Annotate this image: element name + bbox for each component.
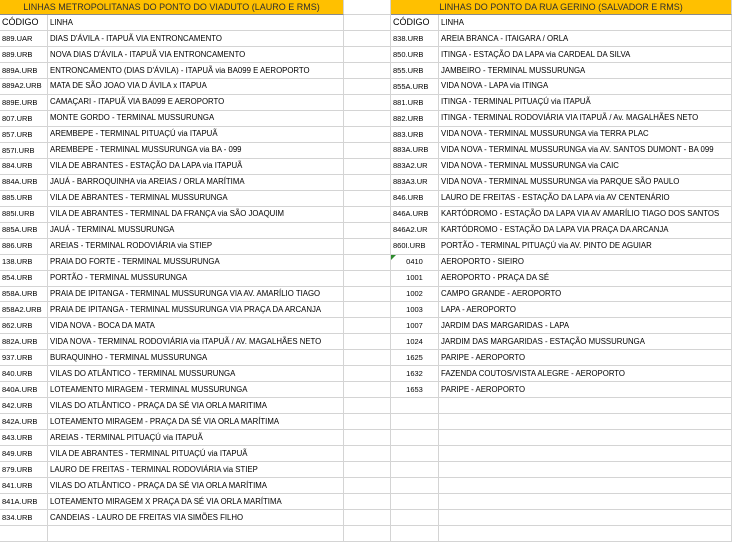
right-line-cell[interactable] bbox=[439, 462, 732, 478]
left-code-cell[interactable]: 884.URB bbox=[0, 159, 48, 175]
right-code-cell[interactable]: 1024 bbox=[391, 334, 439, 350]
left-code-cell[interactable]: 889E.URB bbox=[0, 95, 48, 111]
left-line-cell[interactable]: VIDA NOVA - BOCA DA MATA bbox=[48, 318, 344, 334]
gap-cell[interactable] bbox=[344, 398, 391, 414]
right-code-cell[interactable]: 882.URB bbox=[391, 111, 439, 127]
left-line-cell[interactable]: LAURO DE FREITAS - TERMINAL RODOVIÁRIA via STIEP bbox=[48, 462, 344, 478]
left-line-cell[interactable]: AREIAS - TERMINAL PITUAÇÚ via ITAPUÃ bbox=[48, 430, 344, 446]
right-code-cell[interactable]: 1002 bbox=[391, 287, 439, 303]
left-line-cell[interactable]: LOTEAMENTO MIRAGEM X PRAÇA DA SÉ VIA ORLA MARÍTIMA bbox=[48, 494, 344, 510]
gap-cell[interactable] bbox=[344, 95, 391, 111]
right-line-cell[interactable] bbox=[439, 510, 732, 526]
left-line-cell[interactable]: PRAIA DE IPITANGA - TERMINAL MUSSURUNGA VIA AV. AMARÍLIO TIAGO bbox=[48, 287, 344, 303]
right-code-cell[interactable]: 846.URB bbox=[391, 191, 439, 207]
left-code-cell[interactable]: 885A.URB bbox=[0, 223, 48, 239]
gap-cell[interactable] bbox=[344, 350, 391, 366]
gap-cell[interactable] bbox=[344, 510, 391, 526]
left-code-cell[interactable]: 879.URB bbox=[0, 462, 48, 478]
gap-cell[interactable] bbox=[344, 127, 391, 143]
left-code-cell[interactable]: 886.URB bbox=[0, 239, 48, 255]
left-line-cell[interactable]: JAUÁ - TERMINAL MUSSURUNGA bbox=[48, 223, 344, 239]
right-line-cell[interactable]: JARDIM DAS MARGARIDAS - ESTAÇÃO MUSSURUNGA bbox=[439, 334, 732, 350]
left-code-cell[interactable]: 862.URB bbox=[0, 318, 48, 334]
left-code-cell[interactable]: 843.URB bbox=[0, 430, 48, 446]
left-line-cell[interactable]: PRAIA DO FORTE - TERMINAL MUSSURUNGA bbox=[48, 255, 344, 271]
gap-cell[interactable] bbox=[344, 191, 391, 207]
right-code-cell[interactable]: 883A2.UR bbox=[391, 159, 439, 175]
left-line-cell[interactable]: VILAS DO ATLÂNTICO - PRAÇA DA SÉ VIA ORLA MARITIMA bbox=[48, 398, 344, 414]
left-code-cell[interactable]: 882A.URB bbox=[0, 334, 48, 350]
gap-cell[interactable] bbox=[344, 223, 391, 239]
right-line-cell[interactable]: ITINGA - ESTAÇÃO DA LAPA via CARDEAL DA SILVA bbox=[439, 47, 732, 63]
right-line-cell[interactable]: VIDA NOVA - LAPA via ITINGA bbox=[439, 79, 732, 95]
gap-cell[interactable] bbox=[344, 302, 391, 318]
left-code-cell[interactable]: 885.URB bbox=[0, 191, 48, 207]
left-code-cell[interactable]: 858A.URB bbox=[0, 287, 48, 303]
left-code-cell[interactable]: 840.URB bbox=[0, 366, 48, 382]
left-code-cell[interactable]: 138.URB bbox=[0, 255, 48, 271]
gap-cell[interactable] bbox=[344, 382, 391, 398]
right-code-cell[interactable]: 1003 bbox=[391, 302, 439, 318]
left-code-cell[interactable]: 807.URB bbox=[0, 111, 48, 127]
left-line-cell[interactable]: PORTÃO - TERMINAL MUSSURUNGA bbox=[48, 271, 344, 287]
left-code-cell[interactable]: 841A.URB bbox=[0, 494, 48, 510]
right-line-cell[interactable]: CAMPO GRANDE - AEROPORTO bbox=[439, 287, 732, 303]
right-line-cell[interactable] bbox=[439, 494, 732, 510]
right-table-title[interactable]: LINHAS DO PONTO DA RUA GERINO (SALVADOR E RMS) bbox=[391, 0, 732, 15]
right-line-cell[interactable]: PARIPE - AEROPORTO bbox=[439, 382, 732, 398]
gap-cell[interactable] bbox=[344, 15, 391, 31]
gap-cell[interactable] bbox=[344, 175, 391, 191]
left-line-cell[interactable]: JAUÁ - BARROQUINHA via AREIAS / ORLA MARÍTIMA bbox=[48, 175, 344, 191]
left-line-cell[interactable]: AREMBEPE - TERMINAL PITUAÇÚ via ITAPUÃ bbox=[48, 127, 344, 143]
right-line-cell[interactable]: KARTÓDROMO - ESTAÇÃO DA LAPA VIA AV AMARÍLIO TIAGO DOS SANTOS bbox=[439, 207, 732, 223]
left-line-cell[interactable]: LOTEAMENTO MIRAGEM - TERMINAL MUSSURUNGA bbox=[48, 382, 344, 398]
right-code-cell[interactable] bbox=[391, 398, 439, 414]
left-line-header[interactable]: LINHA bbox=[48, 15, 344, 31]
right-code-cell[interactable] bbox=[391, 494, 439, 510]
right-code-cell[interactable]: 850.URB bbox=[391, 47, 439, 63]
gap-cell[interactable] bbox=[344, 446, 391, 462]
left-code-cell[interactable]: 889.UAR bbox=[0, 31, 48, 47]
right-line-cell[interactable]: ITINGA - TERMINAL PITUAÇÚ via ITAPUÃ bbox=[439, 95, 732, 111]
left-line-cell[interactable]: VIDA NOVA - TERMINAL RODOVIÁRIA via ITAPUÃ / AV. MAGALHÃES NETO bbox=[48, 334, 344, 350]
left-line-cell[interactable]: VILA DE ABRANTES - TERMINAL DA FRANÇA via SÃO JOAQUIM bbox=[48, 207, 344, 223]
left-line-cell[interactable]: VILA DE ABRANTES - TERMINAL PITUAÇÚ via ITAPUÃ bbox=[48, 446, 344, 462]
left-code-cell[interactable]: 885I.URB bbox=[0, 207, 48, 223]
gap-cell[interactable] bbox=[344, 31, 391, 47]
right-code-cell[interactable]: 0410 bbox=[391, 255, 439, 271]
right-line-cell[interactable]: JAMBEIRO - TERMINAL MUSSURUNGA bbox=[439, 63, 732, 79]
left-code-cell[interactable]: 937.URB bbox=[0, 350, 48, 366]
gap-cell[interactable] bbox=[344, 478, 391, 494]
right-line-cell[interactable]: PORTÃO - TERMINAL PITUAÇÚ via AV. PINTO DE AGUIAR bbox=[439, 239, 732, 255]
right-code-cell[interactable]: 1632 bbox=[391, 366, 439, 382]
left-line-cell[interactable]: NOVA DIAS D'ÁVILA - ITAPUÃ VIA ENTRONCAMENTO bbox=[48, 47, 344, 63]
gap-cell[interactable] bbox=[344, 271, 391, 287]
right-line-cell[interactable]: JARDIM DAS MARGARIDAS - LAPA bbox=[439, 318, 732, 334]
left-code-cell[interactable]: 857.URB bbox=[0, 127, 48, 143]
right-line-cell[interactable] bbox=[439, 446, 732, 462]
right-code-cell[interactable]: 855A.URB bbox=[391, 79, 439, 95]
right-code-cell[interactable] bbox=[391, 430, 439, 446]
left-code-cell[interactable]: 889A.URB bbox=[0, 63, 48, 79]
right-line-cell[interactable]: KARTÓDROMO - ESTAÇÃO DA LAPA VIA PRAÇA DA ARCANJA bbox=[439, 223, 732, 239]
right-line-cell[interactable] bbox=[439, 478, 732, 494]
gap-cell[interactable] bbox=[344, 366, 391, 382]
right-line-cell[interactable]: LAPA - AEROPORTO bbox=[439, 302, 732, 318]
left-line-cell[interactable]: VILA DE ABRANTES - ESTAÇÃO DA LAPA via ITAPUÃ bbox=[48, 159, 344, 175]
left-code-header[interactable]: CÓDIGO bbox=[0, 15, 48, 31]
right-code-cell[interactable]: 860I.URB bbox=[391, 239, 439, 255]
left-code-cell[interactable]: 841.URB bbox=[0, 478, 48, 494]
right-line-cell[interactable]: VIDA NOVA - TERMINAL MUSSURUNGA via PARQUE SÃO PAULO bbox=[439, 175, 732, 191]
left-code-cell[interactable]: 854.URB bbox=[0, 271, 48, 287]
gap-cell[interactable] bbox=[344, 79, 391, 95]
right-code-cell[interactable] bbox=[391, 526, 439, 542]
left-code-cell[interactable]: 849.URB bbox=[0, 446, 48, 462]
gap-cell[interactable] bbox=[344, 143, 391, 159]
right-line-cell[interactable]: VIDA NOVA - TERMINAL MUSSURUNGA via TERRA PLAC bbox=[439, 127, 732, 143]
right-line-cell[interactable]: FAZENDA COUTOS/VISTA ALEGRE - AEROPORTO bbox=[439, 366, 732, 382]
gap-cell[interactable] bbox=[344, 255, 391, 271]
left-line-cell[interactable] bbox=[48, 526, 344, 542]
right-line-cell[interactable]: AEROPORTO - SIEIRO bbox=[439, 255, 732, 271]
right-line-cell[interactable]: VIDA NOVA - TERMINAL MUSSURUNGA via CAIC bbox=[439, 159, 732, 175]
right-code-cell[interactable]: 855.URB bbox=[391, 63, 439, 79]
left-code-cell[interactable]: 884A.URB bbox=[0, 175, 48, 191]
left-line-cell[interactable]: AREMBEPE - TERMINAL MUSSURUNGA via BA - 099 bbox=[48, 143, 344, 159]
right-code-cell[interactable] bbox=[391, 462, 439, 478]
left-code-cell[interactable] bbox=[0, 526, 48, 542]
gap-cell[interactable] bbox=[344, 414, 391, 430]
left-code-cell[interactable]: 842A.URB bbox=[0, 414, 48, 430]
right-code-cell[interactable]: 883A3.UR bbox=[391, 175, 439, 191]
left-line-cell[interactable]: LOTEAMENTO MIRAGEM - PRAÇA DA SÉ VIA ORLA MARÍTIMA bbox=[48, 414, 344, 430]
right-line-cell[interactable]: AEROPORTO - PRAÇA DA SÉ bbox=[439, 271, 732, 287]
left-line-cell[interactable]: VILAS DO ATLÂNTICO - TERMINAL MUSSURUNGA bbox=[48, 366, 344, 382]
left-code-cell[interactable]: 889.URB bbox=[0, 47, 48, 63]
gap-cell[interactable] bbox=[344, 111, 391, 127]
left-line-cell[interactable]: ENTRONCAMENTO (DIAS D'ÁVILA) - ITAPUÃ via BA099 E AEROPORTO bbox=[48, 63, 344, 79]
right-code-cell[interactable]: 1625 bbox=[391, 350, 439, 366]
gap-cell[interactable] bbox=[344, 159, 391, 175]
right-line-cell[interactable] bbox=[439, 398, 732, 414]
right-code-cell[interactable]: 1653 bbox=[391, 382, 439, 398]
left-line-cell[interactable]: MONTE GORDO - TERMINAL MUSSURUNGA bbox=[48, 111, 344, 127]
right-line-cell[interactable]: ITINGA - TERMINAL RODOVIÁRIA VIA ITAPUÃ / Av. MAGALHÃES NETO bbox=[439, 111, 732, 127]
right-code-cell[interactable]: 883.URB bbox=[391, 127, 439, 143]
gap-cell[interactable] bbox=[344, 462, 391, 478]
right-code-cell[interactable]: 1007 bbox=[391, 318, 439, 334]
right-code-cell[interactable]: 838.URB bbox=[391, 31, 439, 47]
right-line-cell[interactable]: VIDA NOVA - TERMINAL MUSSURUNGA via AV. SANTOS DUMONT - BA 099 bbox=[439, 143, 732, 159]
gap-cell[interactable] bbox=[344, 47, 391, 63]
gap-cell[interactable] bbox=[344, 526, 391, 542]
left-code-cell[interactable]: 889A2.URB bbox=[0, 79, 48, 95]
right-code-cell[interactable] bbox=[391, 446, 439, 462]
right-code-cell[interactable] bbox=[391, 478, 439, 494]
right-line-cell[interactable] bbox=[439, 414, 732, 430]
gap-cell[interactable] bbox=[344, 0, 391, 15]
left-line-cell[interactable]: VILA DE ABRANTES - TERMINAL MUSSURUNGA bbox=[48, 191, 344, 207]
left-code-cell[interactable]: 857I.URB bbox=[0, 143, 48, 159]
gap-cell[interactable] bbox=[344, 63, 391, 79]
gap-cell[interactable] bbox=[344, 239, 391, 255]
right-code-cell[interactable]: 881.URB bbox=[391, 95, 439, 111]
left-code-cell[interactable]: 834.URB bbox=[0, 510, 48, 526]
right-line-cell[interactable] bbox=[439, 526, 732, 542]
left-line-cell[interactable]: VILAS DO ATLÂNTICO - PRAÇA DA SÉ VIA ORLA MARÍTIMA bbox=[48, 478, 344, 494]
gap-cell[interactable] bbox=[344, 318, 391, 334]
left-code-cell[interactable]: 840A.URB bbox=[0, 382, 48, 398]
left-code-cell[interactable]: 858A2.URB bbox=[0, 302, 48, 318]
right-line-cell[interactable]: PARIPE - AEROPORTO bbox=[439, 350, 732, 366]
right-code-cell[interactable]: 1001 bbox=[391, 271, 439, 287]
right-code-cell[interactable] bbox=[391, 510, 439, 526]
left-line-cell[interactable]: CAMAÇARI - ITAPUÃ VIA BA099 E AEROPORTO bbox=[48, 95, 344, 111]
right-code-cell[interactable]: 846A.URB bbox=[391, 207, 439, 223]
right-line-cell[interactable] bbox=[439, 430, 732, 446]
gap-cell[interactable] bbox=[344, 494, 391, 510]
right-code-cell[interactable] bbox=[391, 414, 439, 430]
error-indicator-icon bbox=[391, 255, 396, 260]
left-line-cell[interactable]: DIAS D'ÁVILA - ITAPUÃ VIA ENTRONCAMENTO bbox=[48, 31, 344, 47]
left-line-cell[interactable]: MATA DE SÃO JOAO VIA D ÁVILA x ITAPUA bbox=[48, 79, 344, 95]
left-line-cell[interactable]: AREIAS - TERMINAL RODOVIÁRIA via STIEP bbox=[48, 239, 344, 255]
right-line-cell[interactable]: LAURO DE FREITAS - ESTAÇÃO DA LAPA via AV CENTENÁRIO bbox=[439, 191, 732, 207]
left-code-cell[interactable]: 842.URB bbox=[0, 398, 48, 414]
left-table-title[interactable]: LINHAS METROPOLITANAS DO PONTO DO VIADUTO (LAURO E RMS) bbox=[0, 0, 344, 15]
right-line-header[interactable]: LINHA bbox=[439, 15, 732, 31]
gap-cell[interactable] bbox=[344, 430, 391, 446]
left-line-cell[interactable]: BURAQUINHO - TERMINAL MUSSURUNGA bbox=[48, 350, 344, 366]
left-line-cell[interactable]: PRAIA DE IPITANGA - TERMINAL MUSSURUNGA VIA PRAÇA DA ARCANJA bbox=[48, 302, 344, 318]
right-code-cell[interactable]: 846A2.UR bbox=[391, 223, 439, 239]
right-code-header[interactable]: CÓDIGO bbox=[391, 15, 439, 31]
gap-cell[interactable] bbox=[344, 207, 391, 223]
right-line-cell[interactable]: AREIA BRANCA - ITAIGARA / ORLA bbox=[439, 31, 732, 47]
gap-cell[interactable] bbox=[344, 334, 391, 350]
left-line-cell[interactable]: CANDEIAS - LAURO DE FREITAS VIA SIMÕES FILHO bbox=[48, 510, 344, 526]
gap-cell[interactable] bbox=[344, 287, 391, 303]
right-code-cell[interactable]: 883A.URB bbox=[391, 143, 439, 159]
